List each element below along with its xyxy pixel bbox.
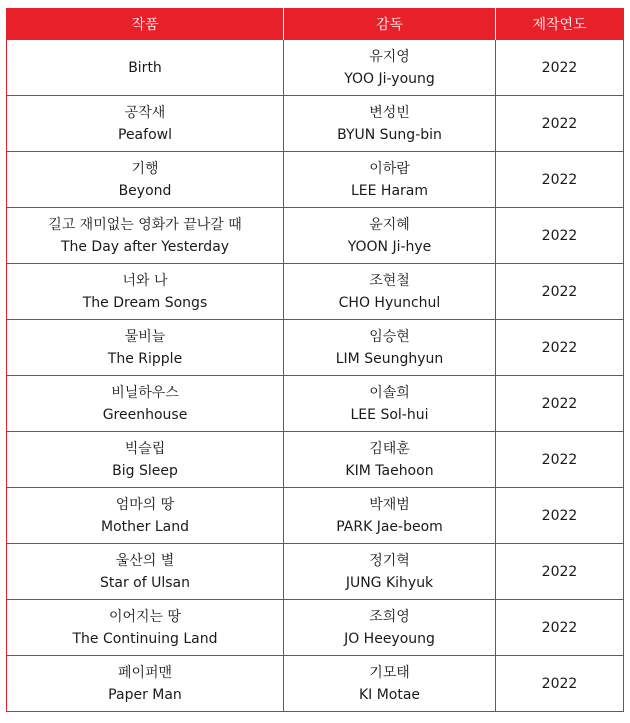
- title-english: Paper Man: [108, 686, 182, 703]
- cell-year: [496, 488, 624, 544]
- director-korean: 김태훈: [369, 440, 410, 457]
- film-list: [6, 8, 623, 712]
- title-korean: 빅슬립: [124, 440, 166, 457]
- table-row: [7, 96, 624, 152]
- cell-title: [7, 656, 284, 712]
- title-korean: 페이퍼맨: [117, 664, 173, 681]
- title-korean: 너와 나: [122, 272, 168, 289]
- cell-director: [284, 264, 496, 320]
- production-year: 2022: [541, 227, 578, 244]
- director-korean: 조현철: [369, 272, 410, 289]
- director-korean: 기모태: [369, 664, 410, 681]
- cell-director: [284, 208, 496, 264]
- director-korean: 변성빈: [369, 104, 410, 121]
- director-korean: 유지영: [369, 48, 410, 65]
- table-row: [7, 40, 624, 96]
- table-row: [7, 208, 624, 264]
- title-korean: 엄마의 땅: [115, 496, 175, 513]
- title-korean: 울산의 별: [115, 552, 175, 569]
- title-korean: 물비늘: [124, 328, 166, 345]
- cell-year: [496, 152, 624, 208]
- cell-director: [284, 600, 496, 656]
- cell-year: [496, 600, 624, 656]
- production-year: 2022: [541, 507, 578, 524]
- production-year: 2022: [541, 619, 578, 636]
- director-english: KIM Taehoon: [345, 462, 434, 479]
- table-row: [7, 544, 624, 600]
- cell-title: [7, 152, 284, 208]
- cell-year: [496, 40, 624, 96]
- table-row: [7, 488, 624, 544]
- production-year: 2022: [541, 339, 578, 356]
- cell-title: [7, 432, 284, 488]
- cell-director: [284, 656, 496, 712]
- director-english: YOON Ji-hye: [347, 238, 432, 255]
- director-english: LEE Sol-hui: [350, 406, 429, 423]
- cell-title: [7, 208, 284, 264]
- cell-director: [284, 152, 496, 208]
- cell-title: [7, 376, 284, 432]
- director-korean: 윤지혜: [369, 216, 410, 233]
- header-title: 작품: [7, 8, 284, 40]
- cell-year: [496, 208, 624, 264]
- director-english: LIM Seunghyun: [335, 350, 444, 367]
- cell-director: [284, 96, 496, 152]
- production-year: 2022: [541, 675, 578, 692]
- cell-title: [7, 96, 284, 152]
- director-english: LEE Haram: [350, 182, 429, 199]
- cell-year: [496, 656, 624, 712]
- title-english: The Ripple: [107, 350, 183, 367]
- cell-director: [284, 320, 496, 376]
- title-english: Greenhouse: [102, 406, 188, 423]
- film-table: [6, 8, 624, 712]
- title-korean: 이어지는 땅: [108, 608, 182, 625]
- production-year: 2022: [541, 451, 578, 468]
- table-header-row: [7, 8, 624, 40]
- director-english: JO Heeyoung: [344, 630, 435, 647]
- table-row: [7, 600, 624, 656]
- director-english: JUNG Kihyuk: [345, 574, 434, 591]
- cell-director: [284, 544, 496, 600]
- title-korean: 기행: [131, 160, 159, 177]
- production-year: 2022: [541, 59, 578, 76]
- title-english: Birth: [128, 59, 162, 76]
- cell-year: [496, 376, 624, 432]
- table-row: [7, 264, 624, 320]
- cell-director: [284, 40, 496, 96]
- director-korean: 정기혁: [369, 552, 410, 569]
- cell-year: [496, 264, 624, 320]
- title-english: Peafowl: [118, 126, 172, 143]
- table-row: [7, 320, 624, 376]
- title-english: Beyond: [118, 182, 172, 199]
- cell-year: [496, 432, 624, 488]
- director-english: CHO Hyunchul: [338, 294, 441, 311]
- title-english: Big Sleep: [112, 462, 178, 479]
- director-korean: 이솔희: [369, 384, 410, 401]
- cell-title: [7, 40, 284, 96]
- director-english: YOO Ji-young: [344, 70, 435, 87]
- table-row: [7, 376, 624, 432]
- cell-year: [496, 96, 624, 152]
- production-year: 2022: [541, 563, 578, 580]
- director-english: PARK Jae-beom: [336, 518, 443, 535]
- table-row: [7, 152, 624, 208]
- cell-title: [7, 264, 284, 320]
- cell-director: [284, 488, 496, 544]
- cell-year: [496, 320, 624, 376]
- title-korean: 비닐하우스: [111, 384, 179, 401]
- cell-title: [7, 600, 284, 656]
- cell-title: [7, 488, 284, 544]
- table-body: [7, 40, 624, 712]
- cell-year: [496, 544, 624, 600]
- title-english: The Dream Songs: [82, 294, 208, 311]
- title-english: Star of Ulsan: [100, 574, 190, 591]
- director-english: KI Motae: [358, 686, 421, 703]
- production-year: 2022: [541, 395, 578, 412]
- director-korean: 박재범: [369, 496, 410, 513]
- header-year: 제작연도: [496, 8, 624, 40]
- cell-director: [284, 376, 496, 432]
- production-year: 2022: [541, 171, 578, 188]
- table-row: [7, 656, 624, 712]
- title-english: Mother Land: [101, 518, 189, 535]
- director-korean: 이하람: [369, 160, 410, 177]
- table-row: [7, 432, 624, 488]
- title-korean: 길고 재미없는 영화가 끝나갈 때: [48, 216, 242, 233]
- production-year: 2022: [541, 115, 578, 132]
- director-korean: 조희영: [369, 608, 410, 625]
- title-korean: 공작새: [124, 104, 166, 121]
- cell-title: [7, 320, 284, 376]
- director-english: BYUN Sung-bin: [337, 126, 442, 143]
- cell-title: [7, 544, 284, 600]
- header-director: 감독: [284, 8, 496, 40]
- title-english: The Day after Yesterday: [60, 238, 230, 255]
- title-english: The Continuing Land: [72, 630, 218, 647]
- production-year: 2022: [541, 283, 578, 300]
- director-korean: 임승현: [369, 328, 410, 345]
- cell-director: [284, 432, 496, 488]
